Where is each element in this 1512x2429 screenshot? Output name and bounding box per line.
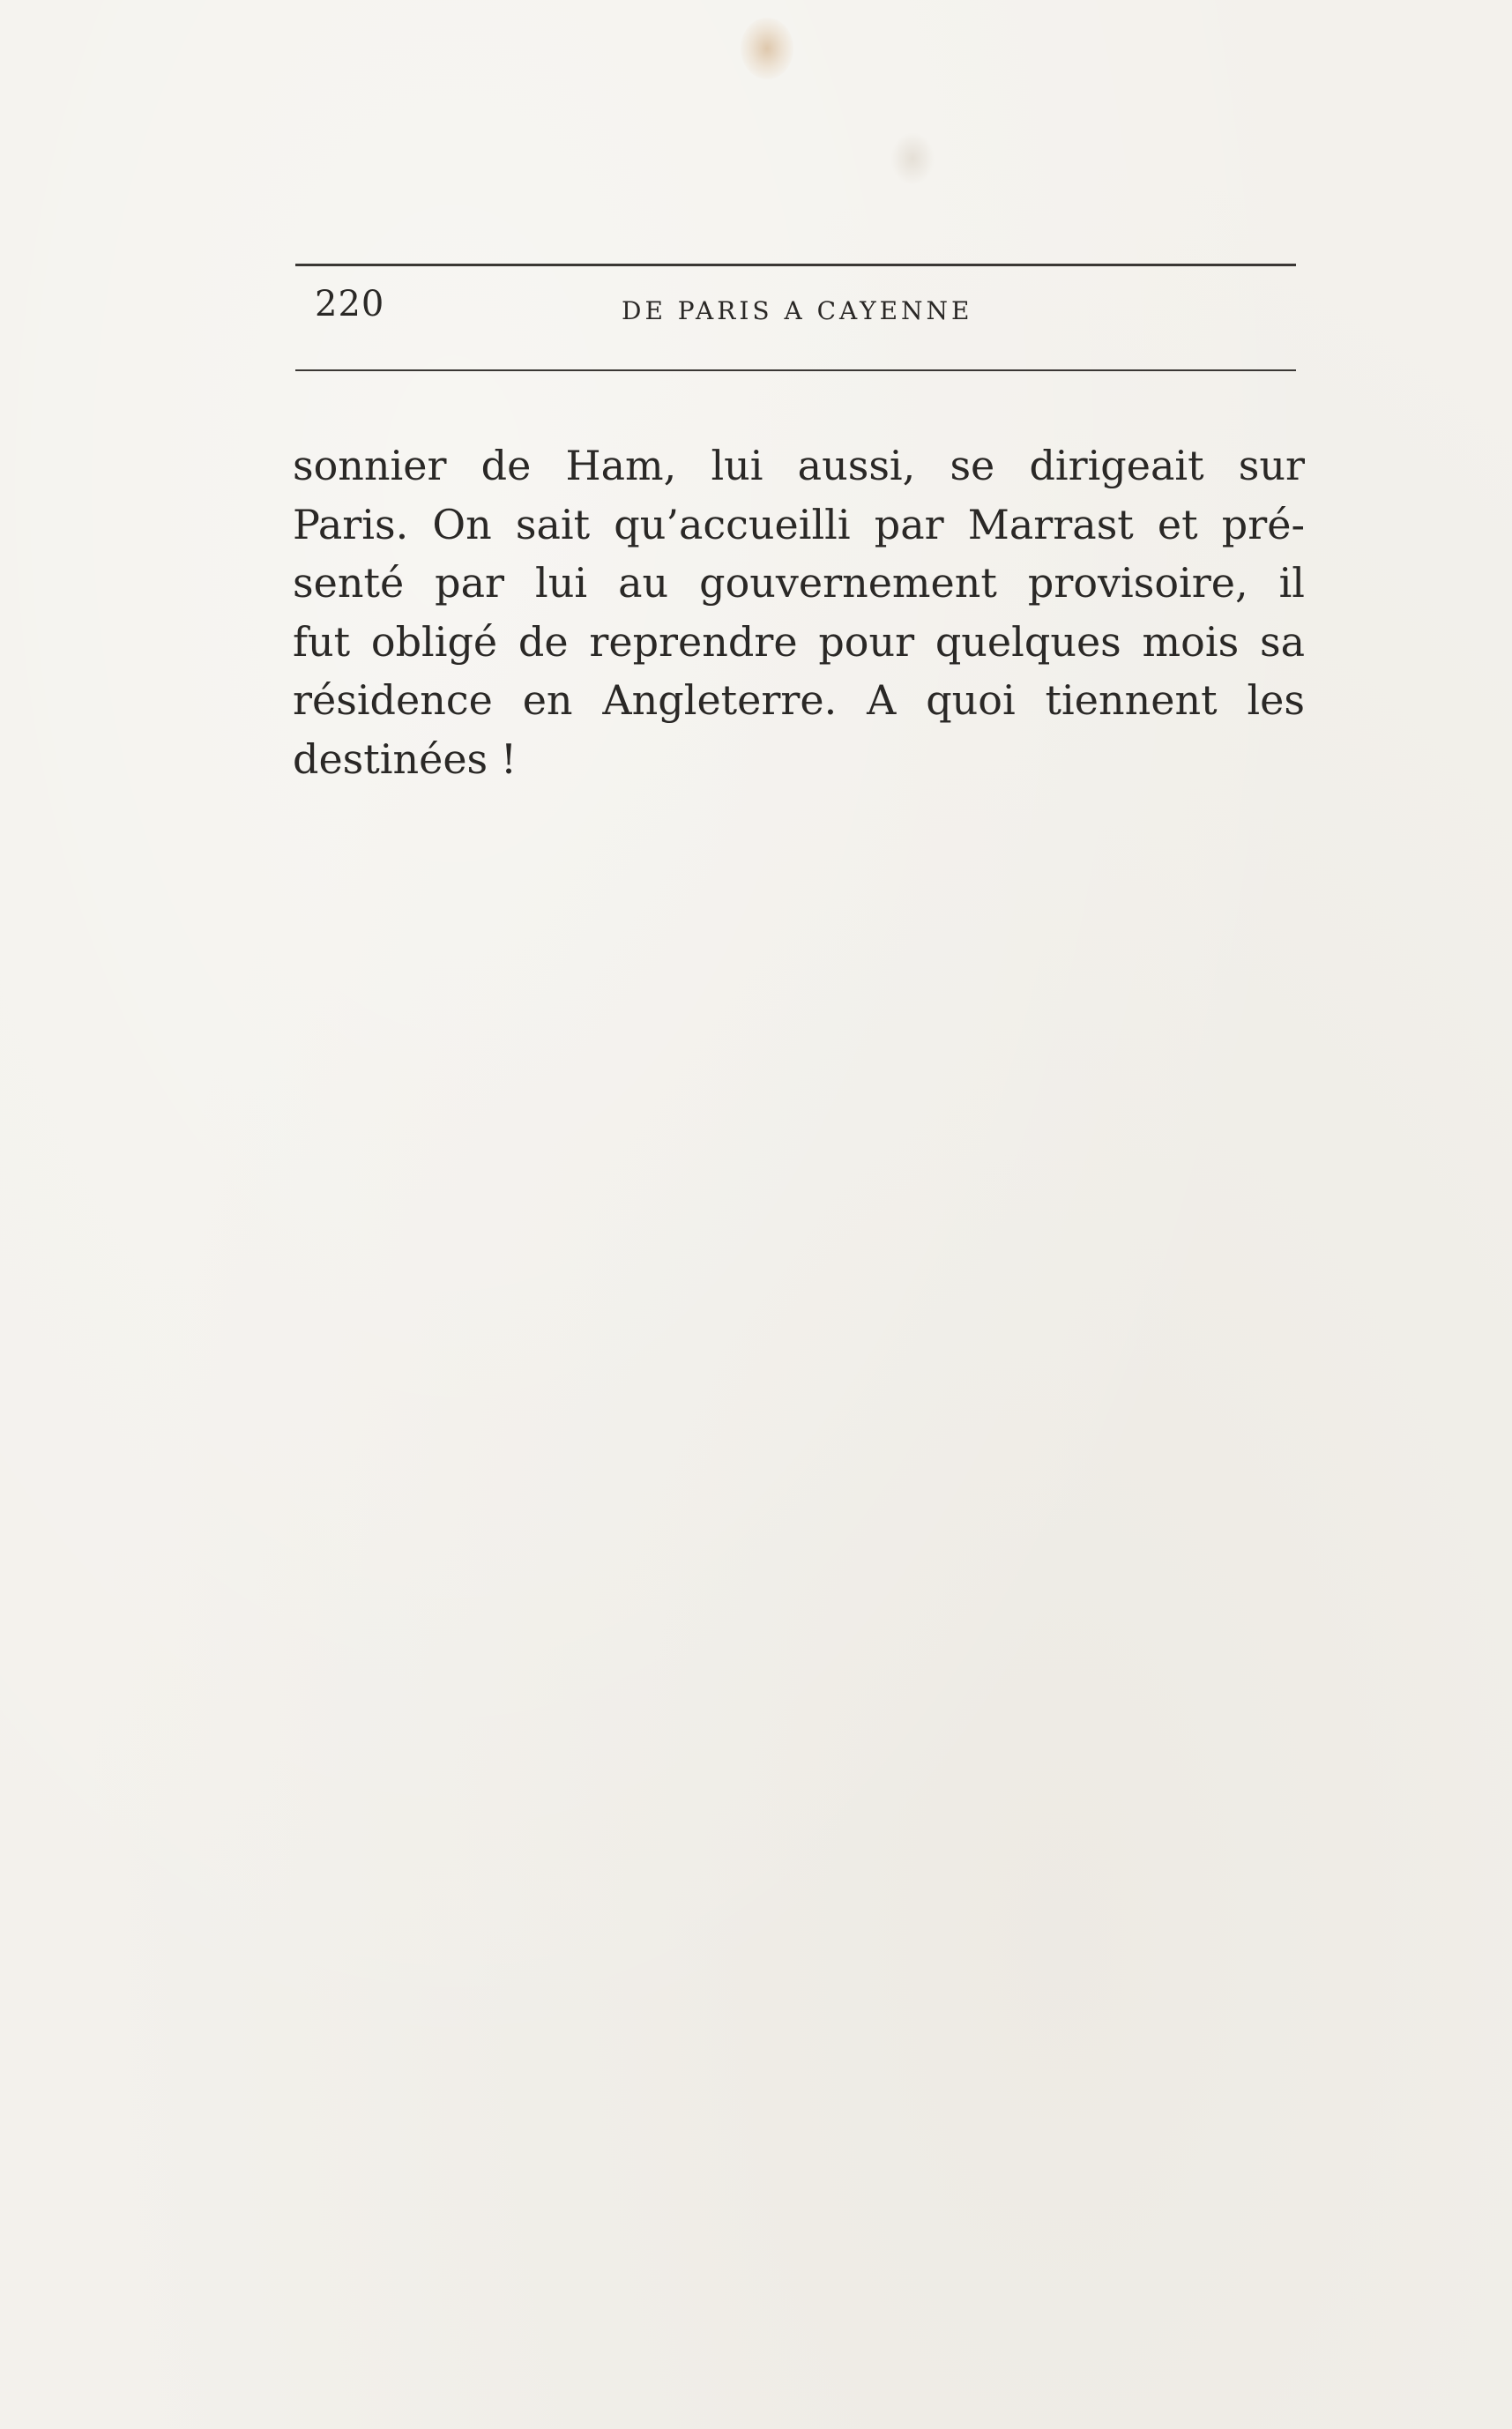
text-line: senté par lui au gouvernement provisoire, il: [293, 559, 1305, 607]
header-bottom-rule: [295, 369, 1296, 371]
text-line: sonnier de Ham, lui aussi, se dirigeait sur: [293, 442, 1305, 489]
running-title: DE PARIS A CAYENNE: [622, 296, 973, 325]
paper-stain: [890, 132, 935, 185]
page-number: 220: [315, 284, 385, 324]
text-line: fut obligé de reprendre pour quelques mois sa: [293, 617, 1305, 666]
text-line: Paris. On sait qu’accueilli par Marrast et pré-: [293, 500, 1305, 548]
header-top-rule: [295, 264, 1296, 266]
text-line: destinées !: [293, 734, 518, 783]
paper-stain: [741, 18, 793, 79]
body-paragraph: [293, 436, 1305, 788]
text-line: résidence en Angleterre. A quoi tiennent les: [293, 676, 1305, 724]
